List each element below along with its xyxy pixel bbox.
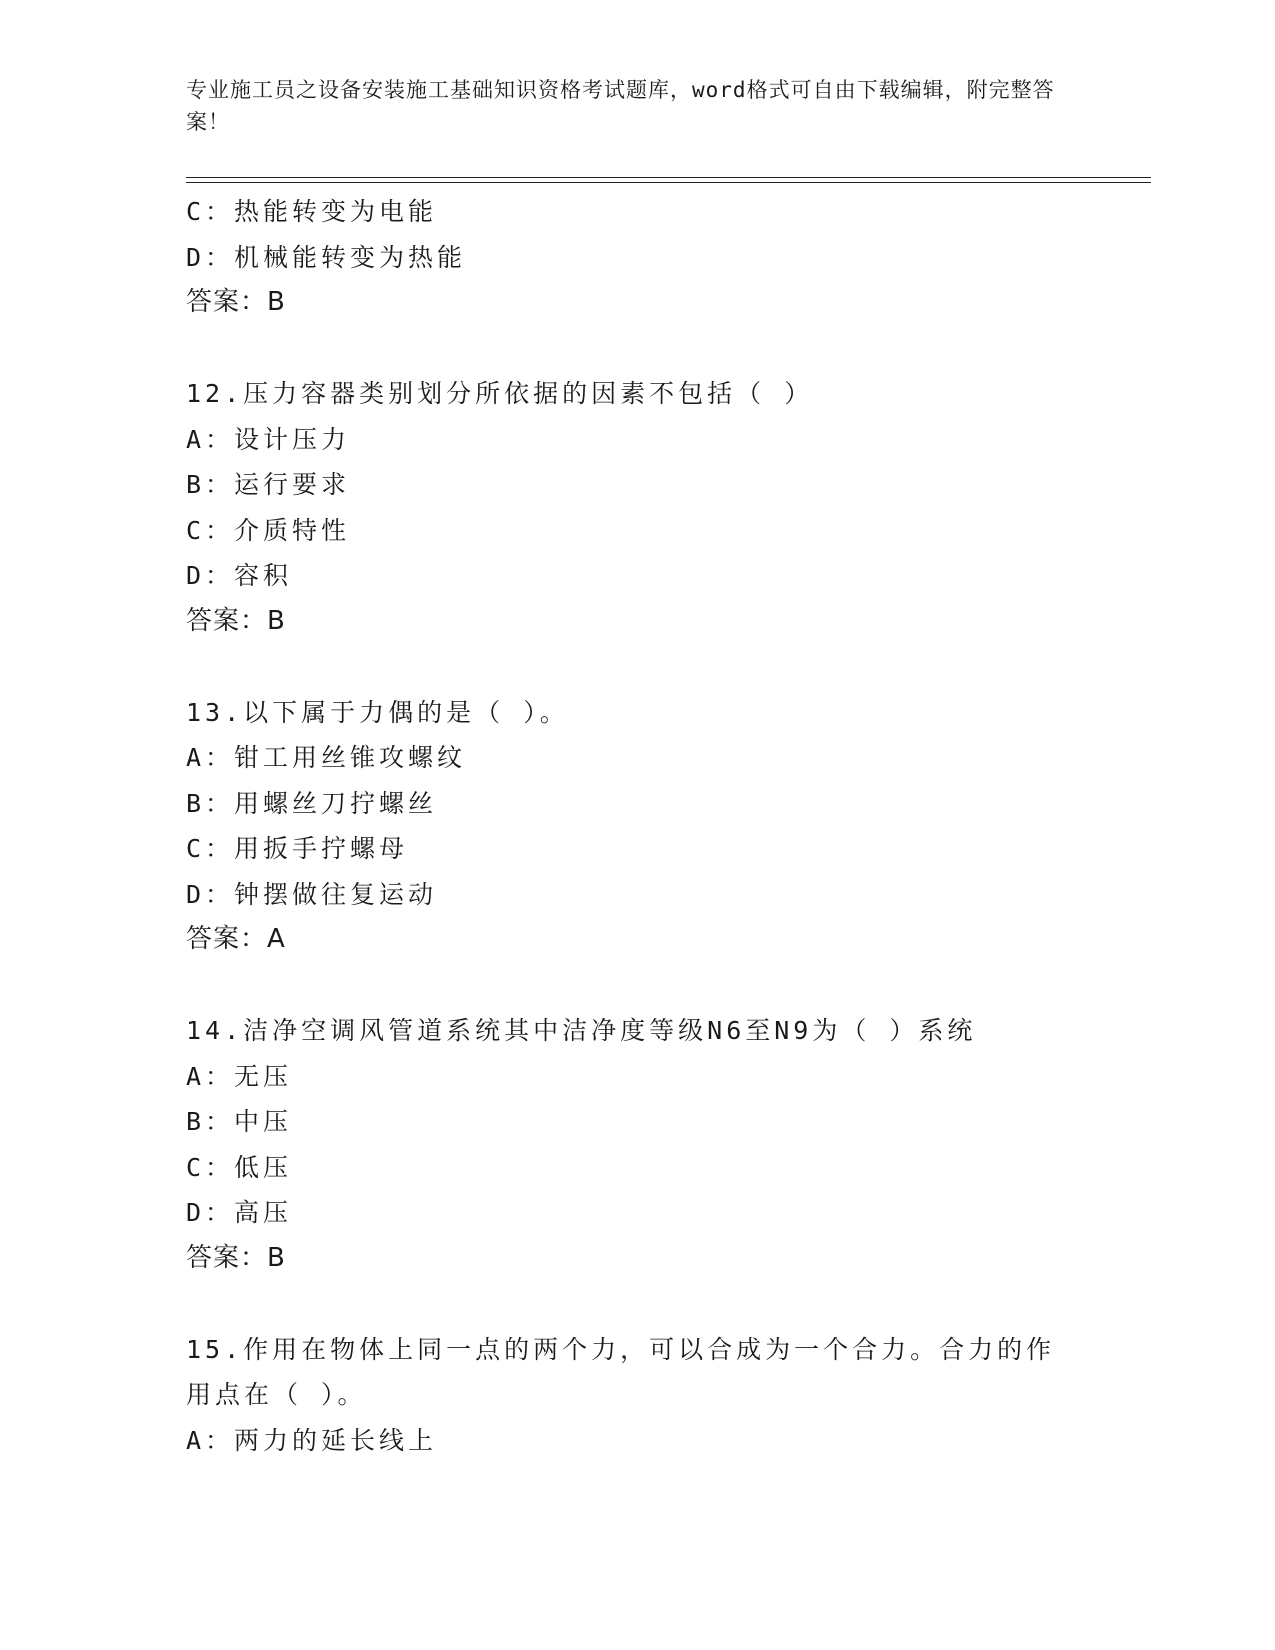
q12-answer: 答案：B [186, 605, 286, 636]
q13-option-d: D：钟摆做往复运动 [186, 879, 438, 909]
q14-title: 14.洁净空调风管道系统其中洁净度等级N6至N9为（ ）系统 [186, 1016, 977, 1045]
spacer [186, 963, 1126, 1009]
q11-answer: 答案：B [186, 287, 286, 317]
question-11 [186, 189, 1126, 326]
spacer [186, 326, 1126, 372]
q13-option-b: B：用螺丝刀拧螺丝 [186, 788, 438, 818]
question-15 [186, 1327, 1126, 1464]
q12-title: 12.压力容器类别划分所依据的因素不包括（ ） [186, 379, 814, 408]
header-rule-bottom [186, 182, 1151, 183]
q15-title: 15.作用在物体上同一点的两个力，可以合成为一个合力。合力的作用点在（ ）。 [186, 1334, 1056, 1409]
spacer [186, 644, 1126, 690]
header-title: 专业施工员之设备安装施工基础知识资格考试题库，word格式可自由下载编辑，附完整答案！ [186, 78, 1055, 134]
question-12 [186, 371, 1126, 644]
q13-answer: 答案：A [186, 924, 286, 954]
q12-option-c: C：介质特性 [186, 515, 351, 545]
question-list [186, 189, 1126, 1463]
q14-option-c: C：低压 [186, 1152, 293, 1182]
question-14 [186, 1008, 1126, 1281]
q14-answer: 答案：B [186, 1242, 286, 1273]
spacer [186, 1281, 1126, 1327]
q12-option-a: A：设计压力 [186, 424, 351, 454]
q12-option-b: B：运行要求 [186, 470, 351, 499]
q14-option-b: B：中压 [186, 1107, 293, 1136]
q11-option-c: C：热能转变为电能 [186, 197, 438, 226]
q13-option-a: A：钳工用丝锥攻螺纹 [186, 743, 467, 772]
q14-option-d: D：高压 [186, 1198, 293, 1227]
header-rule-top [186, 177, 1151, 178]
q14-option-a: A：无压 [186, 1061, 293, 1091]
q13-option-c: C：用扳手拧螺母 [186, 834, 409, 863]
q15-option-a: A：两力的延长线上 [186, 1425, 438, 1455]
q11-option-d: D：机械能转变为热能 [186, 242, 467, 272]
question-13 [186, 690, 1126, 963]
q13-title: 13.以下属于力偶的是（ ）。 [186, 697, 569, 727]
document-header [186, 74, 1066, 138]
q12-option-d: D：容积 [186, 561, 293, 590]
